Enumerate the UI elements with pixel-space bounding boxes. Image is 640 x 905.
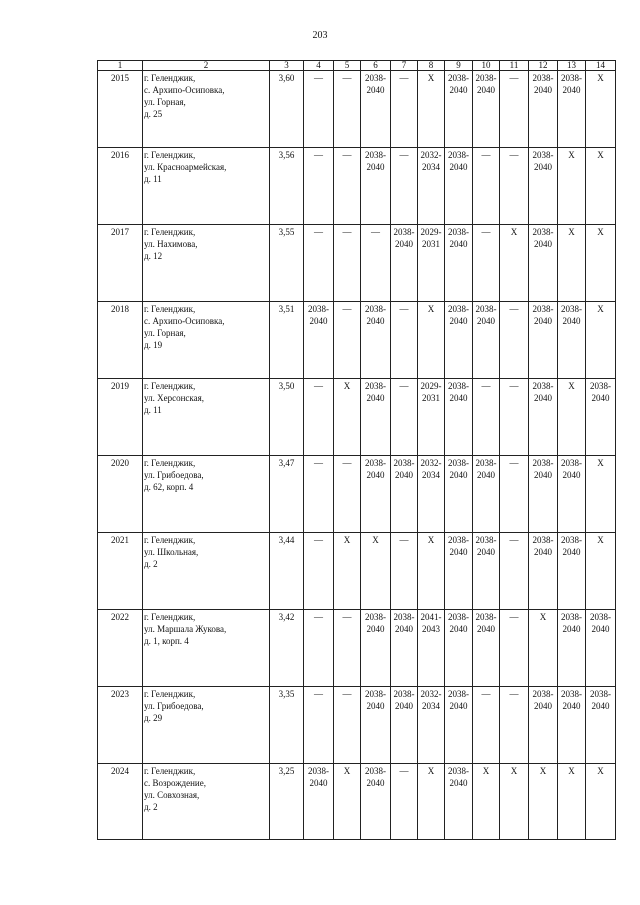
row-number-cell: 2023 bbox=[98, 687, 143, 764]
row-number-cell: 2015 bbox=[98, 71, 143, 148]
column-header: 7 bbox=[391, 61, 418, 71]
column-header: 5 bbox=[334, 61, 361, 71]
row-number-cell: 2020 bbox=[98, 456, 143, 533]
column-number-header-row bbox=[98, 61, 616, 71]
period-cell: 2038- 2040 bbox=[361, 379, 391, 456]
period-cell: — bbox=[334, 610, 361, 687]
period-cell: — bbox=[473, 148, 500, 225]
period-cell: — bbox=[473, 225, 500, 302]
column-header: 3 bbox=[270, 61, 304, 71]
housing-repair-schedule-table bbox=[97, 60, 616, 840]
period-cell: X bbox=[529, 610, 558, 687]
period-cell: X bbox=[586, 533, 616, 610]
period-cell: 2038- 2040 bbox=[529, 379, 558, 456]
value-cell: 3,42 bbox=[270, 610, 304, 687]
address-cell: г. Геленджик, ул. Красноармейская, д. 11 bbox=[143, 148, 270, 225]
period-cell: 2038- 2040 bbox=[391, 456, 418, 533]
period-cell: 2038- 2040 bbox=[529, 533, 558, 610]
period-cell: — bbox=[391, 302, 418, 379]
period-cell: X bbox=[500, 764, 529, 840]
period-cell: 2038- 2040 bbox=[445, 533, 473, 610]
period-cell: 2032- 2034 bbox=[418, 148, 445, 225]
value-cell: 3,47 bbox=[270, 456, 304, 533]
period-cell: 2038- 2040 bbox=[473, 71, 500, 148]
period-cell: 2038- 2040 bbox=[361, 302, 391, 379]
period-cell: 2038- 2040 bbox=[529, 302, 558, 379]
period-cell: — bbox=[500, 71, 529, 148]
period-cell: 2038- 2040 bbox=[445, 148, 473, 225]
period-cell: — bbox=[361, 225, 391, 302]
period-cell: — bbox=[391, 533, 418, 610]
period-cell: 2038- 2040 bbox=[529, 148, 558, 225]
period-cell: 2038- 2040 bbox=[473, 456, 500, 533]
period-cell: 2038- 2040 bbox=[445, 687, 473, 764]
table-row bbox=[98, 610, 616, 687]
period-cell: — bbox=[304, 379, 334, 456]
value-cell: 3,60 bbox=[270, 71, 304, 148]
table-row bbox=[98, 456, 616, 533]
address-cell: г. Геленджик, ул. Грибоедова, д. 62, корп. 4 bbox=[143, 456, 270, 533]
period-cell: 2038- 2040 bbox=[445, 456, 473, 533]
period-cell: X bbox=[558, 379, 586, 456]
period-cell: 2038- 2040 bbox=[558, 610, 586, 687]
period-cell: X bbox=[473, 764, 500, 840]
row-number-cell: 2021 bbox=[98, 533, 143, 610]
page-number: 203 bbox=[312, 30, 328, 41]
period-cell: — bbox=[334, 71, 361, 148]
period-cell: — bbox=[473, 687, 500, 764]
period-cell: X bbox=[334, 533, 361, 610]
address-cell: г. Геленджик, ул. Маршала Жукова, д. 1, корп. 4 bbox=[143, 610, 270, 687]
table-row bbox=[98, 764, 616, 840]
table-row bbox=[98, 379, 616, 456]
address-cell: г. Геленджик, ул. Нахимова, д. 12 bbox=[143, 225, 270, 302]
period-cell: 2041- 2043 bbox=[418, 610, 445, 687]
column-header: 12 bbox=[529, 61, 558, 71]
period-cell: X bbox=[558, 764, 586, 840]
period-cell: 2038- 2040 bbox=[391, 610, 418, 687]
period-cell: 2038- 2040 bbox=[361, 687, 391, 764]
period-cell: — bbox=[304, 225, 334, 302]
period-cell: 2038- 2040 bbox=[473, 610, 500, 687]
address-cell: г. Геленджик, ул. Школьная, д. 2 bbox=[143, 533, 270, 610]
period-cell: 2032- 2034 bbox=[418, 687, 445, 764]
period-cell: — bbox=[500, 456, 529, 533]
period-cell: X bbox=[418, 302, 445, 379]
period-cell: — bbox=[391, 379, 418, 456]
period-cell: X bbox=[586, 225, 616, 302]
value-cell: 3,55 bbox=[270, 225, 304, 302]
period-cell: 2038- 2040 bbox=[445, 379, 473, 456]
period-cell: 2038- 2040 bbox=[445, 225, 473, 302]
period-cell: — bbox=[334, 456, 361, 533]
value-cell: 3,35 bbox=[270, 687, 304, 764]
column-header: 14 bbox=[586, 61, 616, 71]
period-cell: X bbox=[418, 764, 445, 840]
period-cell: 2038- 2040 bbox=[361, 71, 391, 148]
period-cell: X bbox=[361, 533, 391, 610]
period-cell: 2038- 2040 bbox=[445, 71, 473, 148]
period-cell: X bbox=[418, 533, 445, 610]
period-cell: X bbox=[558, 225, 586, 302]
column-header: 1 bbox=[98, 61, 143, 71]
value-cell: 3,44 bbox=[270, 533, 304, 610]
period-cell: 2038- 2040 bbox=[361, 456, 391, 533]
table-row bbox=[98, 533, 616, 610]
period-cell: — bbox=[500, 148, 529, 225]
period-cell: — bbox=[473, 379, 500, 456]
period-cell: — bbox=[334, 148, 361, 225]
period-cell: — bbox=[500, 302, 529, 379]
address-cell: г. Геленджик, ул. Херсонская, д. 11 bbox=[143, 379, 270, 456]
table-row bbox=[98, 302, 616, 379]
period-cell: 2038- 2040 bbox=[361, 148, 391, 225]
column-header: 8 bbox=[418, 61, 445, 71]
period-cell: 2038- 2040 bbox=[558, 533, 586, 610]
column-header: 11 bbox=[500, 61, 529, 71]
row-number-cell: 2016 bbox=[98, 148, 143, 225]
row-number-cell: 2019 bbox=[98, 379, 143, 456]
period-cell: — bbox=[500, 379, 529, 456]
table-row bbox=[98, 71, 616, 148]
period-cell: 2038- 2040 bbox=[391, 687, 418, 764]
period-cell: — bbox=[304, 533, 334, 610]
period-cell: — bbox=[334, 687, 361, 764]
value-cell: 3,51 bbox=[270, 302, 304, 379]
table-row bbox=[98, 148, 616, 225]
period-cell: X bbox=[418, 71, 445, 148]
period-cell: X bbox=[529, 764, 558, 840]
period-cell: 2038- 2040 bbox=[473, 302, 500, 379]
period-cell: 2038- 2040 bbox=[558, 302, 586, 379]
period-cell: 2038- 2040 bbox=[558, 687, 586, 764]
period-cell: — bbox=[334, 302, 361, 379]
period-cell: — bbox=[500, 610, 529, 687]
period-cell: — bbox=[500, 533, 529, 610]
period-cell: X bbox=[334, 764, 361, 840]
period-cell: 2038- 2040 bbox=[473, 533, 500, 610]
period-cell: 2029- 2031 bbox=[418, 379, 445, 456]
period-cell: — bbox=[304, 148, 334, 225]
table-row bbox=[98, 225, 616, 302]
period-cell: — bbox=[500, 687, 529, 764]
period-cell: 2038- 2040 bbox=[529, 225, 558, 302]
table-body bbox=[98, 71, 616, 840]
column-header: 4 bbox=[304, 61, 334, 71]
period-cell: — bbox=[391, 148, 418, 225]
period-cell: — bbox=[334, 225, 361, 302]
period-cell: 2038- 2040 bbox=[558, 71, 586, 148]
period-cell: — bbox=[391, 71, 418, 148]
column-header: 6 bbox=[361, 61, 391, 71]
period-cell: 2038- 2040 bbox=[529, 71, 558, 148]
period-cell: X bbox=[586, 71, 616, 148]
row-number-cell: 2024 bbox=[98, 764, 143, 840]
row-number-cell: 2017 bbox=[98, 225, 143, 302]
value-cell: 3,25 bbox=[270, 764, 304, 840]
column-header: 9 bbox=[445, 61, 473, 71]
period-cell: X bbox=[334, 379, 361, 456]
row-number-cell: 2022 bbox=[98, 610, 143, 687]
period-cell: 2038- 2040 bbox=[445, 302, 473, 379]
table-row bbox=[98, 687, 616, 764]
period-cell: — bbox=[304, 610, 334, 687]
value-cell: 3,56 bbox=[270, 148, 304, 225]
period-cell: 2038- 2040 bbox=[304, 764, 334, 840]
period-cell: X bbox=[586, 302, 616, 379]
period-cell: 2038- 2040 bbox=[445, 610, 473, 687]
period-cell: 2029- 2031 bbox=[418, 225, 445, 302]
column-header: 13 bbox=[558, 61, 586, 71]
period-cell: X bbox=[586, 148, 616, 225]
address-cell: г. Геленджик, с. Возрождение, ул. Совхозная, д. 2 bbox=[143, 764, 270, 840]
period-cell: — bbox=[304, 456, 334, 533]
period-cell: 2038- 2040 bbox=[529, 456, 558, 533]
period-cell: — bbox=[304, 71, 334, 148]
row-number-cell: 2018 bbox=[98, 302, 143, 379]
period-cell: 2038- 2040 bbox=[558, 456, 586, 533]
period-cell: 2032- 2034 bbox=[418, 456, 445, 533]
period-cell: 2038- 2040 bbox=[445, 764, 473, 840]
column-header: 2 bbox=[143, 61, 270, 71]
period-cell: 2038- 2040 bbox=[391, 225, 418, 302]
period-cell: X bbox=[500, 225, 529, 302]
period-cell: — bbox=[391, 764, 418, 840]
period-cell: X bbox=[586, 456, 616, 533]
address-cell: г. Геленджик, с. Архипо-Осиповка, ул. Горная, д. 19 bbox=[143, 302, 270, 379]
period-cell: X bbox=[558, 148, 586, 225]
period-cell: 2038- 2040 bbox=[361, 610, 391, 687]
period-cell: X bbox=[586, 764, 616, 840]
period-cell: 2038- 2040 bbox=[529, 687, 558, 764]
period-cell: 2038- 2040 bbox=[361, 764, 391, 840]
period-cell: 2038- 2040 bbox=[304, 302, 334, 379]
period-cell: 2038- 2040 bbox=[586, 610, 616, 687]
address-cell: г. Геленджик, ул. Грибоедова, д. 29 bbox=[143, 687, 270, 764]
period-cell: — bbox=[304, 687, 334, 764]
address-cell: г. Геленджик, с. Архипо-Осиповка, ул. Горная, д. 25 bbox=[143, 71, 270, 148]
value-cell: 3,50 bbox=[270, 379, 304, 456]
period-cell: 2038- 2040 bbox=[586, 687, 616, 764]
period-cell: 2038- 2040 bbox=[586, 379, 616, 456]
column-header: 10 bbox=[473, 61, 500, 71]
